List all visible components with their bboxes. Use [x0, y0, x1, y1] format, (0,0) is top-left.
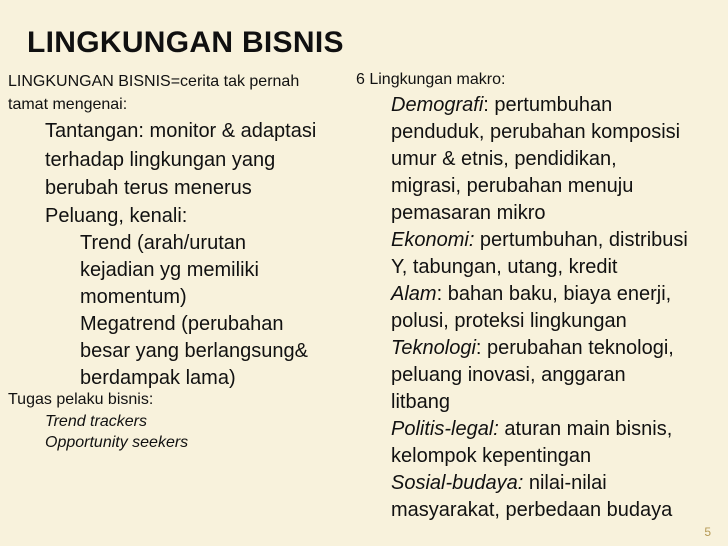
- alam-line: [391, 283, 671, 306]
- megatrend-line: besar yang berlangsung&: [80, 340, 308, 362]
- sosial-line: [391, 472, 607, 495]
- trend-line: kejadian yg memiliki: [80, 259, 259, 281]
- demografi-text: : pertumbuhan: [483, 94, 613, 116]
- politis-line: kelompok kepentingan: [391, 445, 592, 467]
- demografi-term: Demografi: [391, 94, 484, 116]
- teknologi-line: peluang inovasi, anggaran: [391, 364, 626, 386]
- tugas-item: Trend trackers: [45, 413, 147, 430]
- demografi-line: pemasaran mikro: [391, 202, 546, 224]
- ekonomi-line: Y, tabungan, utang, kredit: [391, 256, 618, 278]
- tantangan-line: berubah terus menerus: [45, 177, 252, 199]
- tantangan-line: terhadap lingkungan yang: [45, 149, 276, 171]
- megatrend-line: Megatrend (perubahan: [80, 313, 284, 335]
- demografi-line: [391, 94, 612, 117]
- tugas-item: Opportunity seekers: [45, 434, 189, 451]
- alam-term: Alam: [391, 283, 437, 305]
- trend-line: momentum): [80, 286, 187, 308]
- alam-text: : bahan baku, biaya enerji,: [436, 283, 672, 305]
- teknologi-term: Teknologi: [391, 337, 476, 359]
- alam-line: polusi, proteksi lingkungan: [391, 310, 627, 332]
- politis-line: [391, 418, 672, 441]
- teknologi-line: litbang: [391, 391, 450, 413]
- demografi-line: penduduk, perubahan komposisi: [391, 121, 681, 143]
- slide-title: LINGKUNGAN BISNIS: [27, 26, 344, 59]
- intro-line: LINGKUNGAN BISNIS=cerita tak pernah: [8, 73, 300, 90]
- ekonomi-text: pertumbuhan, distribusi: [474, 229, 688, 251]
- megatrend-line: berdampak lama): [80, 367, 236, 389]
- peluang-label: Peluang, kenali:: [45, 205, 188, 227]
- politis-term: Politis-legal:: [391, 418, 499, 440]
- page-number: 5: [704, 525, 711, 539]
- intro-line: tamat mengenai:: [8, 96, 128, 113]
- tantangan-line: Tantangan: monitor & adaptasi: [45, 120, 317, 142]
- sosial-line: masyarakat, perbedaan budaya: [391, 499, 673, 521]
- teknologi-line: [391, 337, 674, 360]
- macro-heading: 6 Lingkungan makro:: [356, 71, 506, 88]
- ekonomi-term: Ekonomi:: [391, 229, 475, 251]
- politis-text: aturan main bisnis,: [498, 418, 673, 440]
- demografi-line: migrasi, perubahan menuju: [391, 175, 634, 197]
- teknologi-text: : perubahan teknologi,: [475, 337, 674, 359]
- sosial-term: Sosial-budaya:: [391, 472, 524, 494]
- sosial-text: nilai-nilai: [523, 472, 607, 494]
- ekonomi-line: [391, 229, 688, 252]
- tugas-label: Tugas pelaku bisnis:: [8, 391, 154, 408]
- demografi-line: umur & etnis, pendidikan,: [391, 148, 617, 170]
- trend-line: Trend (arah/urutan: [80, 232, 247, 254]
